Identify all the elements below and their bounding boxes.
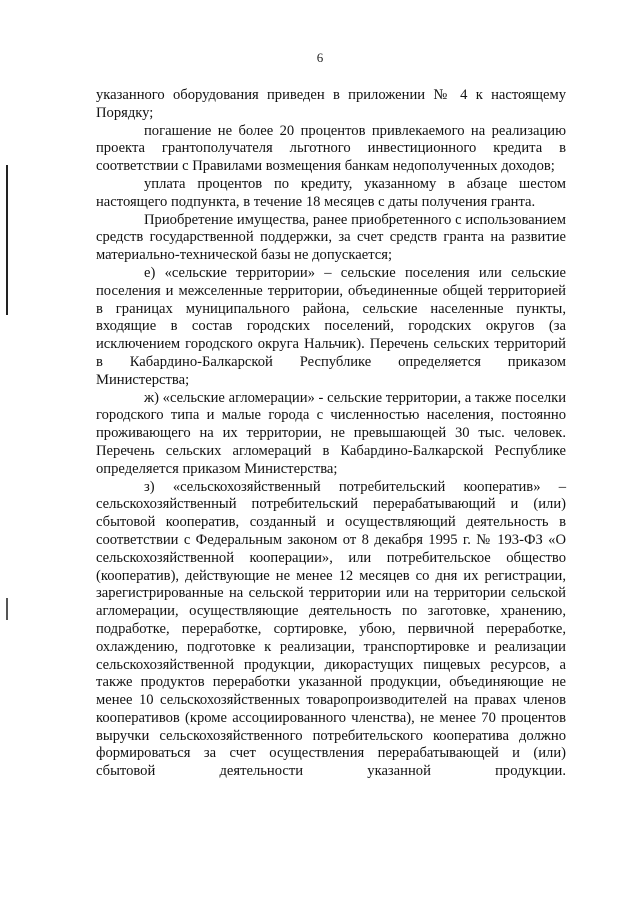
paragraph: з) «сельскохозяйственный потребительский кооператив» – сельскохозяйственный потребительский перерабатывающий и (или) сбытовой кооператив, созданный и осуществляющий деятельность в соответствии с Федеральным законом от 8 декабря 1995 г. № 193-ФЗ «О сельскохозяйственной кооперации», или потребительское общество (кооператив), действующие не менее 12 месяцев со дня их регистрации, зарегистрированные на сельской территории или на территории сельской агломерации, осуществляющие деятельность по заготовке, хранению, подработке, переработке, сортировке, убою, первичной переработке, охлаждению, подготовке к реализации, транспортировке и реализации сельскохозяйственной продукции, дикорастущих пищевых ресурсов, а также продуктов переработки указанной продукции, объединяющие не менее 10 сельскохозяйственных товаропроизводителей на правах членов кооперативов (кроме ассоциированного членства), не менее 70 процентов выручки сельскохозяйственного потребительского кооператива должно формироваться за счет осуществления перерабатывающей и (или) сбытовой деятельности указанной продукции. [96,478,566,780]
paragraph: е) «сельские территории» – сельские поселения или сельские поселения и межселенные территории, объединенные общей территорией в границах муниципального района, сельские населенные пункты, входящие в состав городских поселений, городских округов (за исключением городского округа Нальчик). Перечень сельских территорий в Кабардино-Балкарской Республике определяется приказом Министерства; [96,264,566,388]
page-number: 6 [316,50,324,65]
paragraph: ж) «сельские агломерации» - сельские территории, а также поселки городского типа и малые города с численностью населения, постоянно проживающего на их территории, не превышающей 30 тыс. человек. Перечень сельских агломераций в Кабардино-Балкарской Республике определяется приказом Министерства; [96,389,566,477]
paragraph: уплата процентов по кредиту, указанному в абзаце шестом настоящего подпункта, в течение 18 месяцев с даты получения гранта. [96,175,566,210]
scan-margin-mark [6,165,8,315]
paragraph: указанного оборудования приведен в приложении № 4 к настоящему Порядку; [96,87,566,121]
document-body [96,87,566,781]
paragraph: Приобретение имущества, ранее приобретенного с использованием средств государственной поддержки, за счет средств гранта на развитие материально-технической базы не допускается; [96,211,566,264]
scan-margin-mark [6,598,8,620]
paragraph: погашение не более 20 процентов привлекаемого на реализацию проекта грантополучателя льготного инвестиционного кредита в соответствии с Правилами возмещения банкам недополученных доходов; [96,122,566,175]
